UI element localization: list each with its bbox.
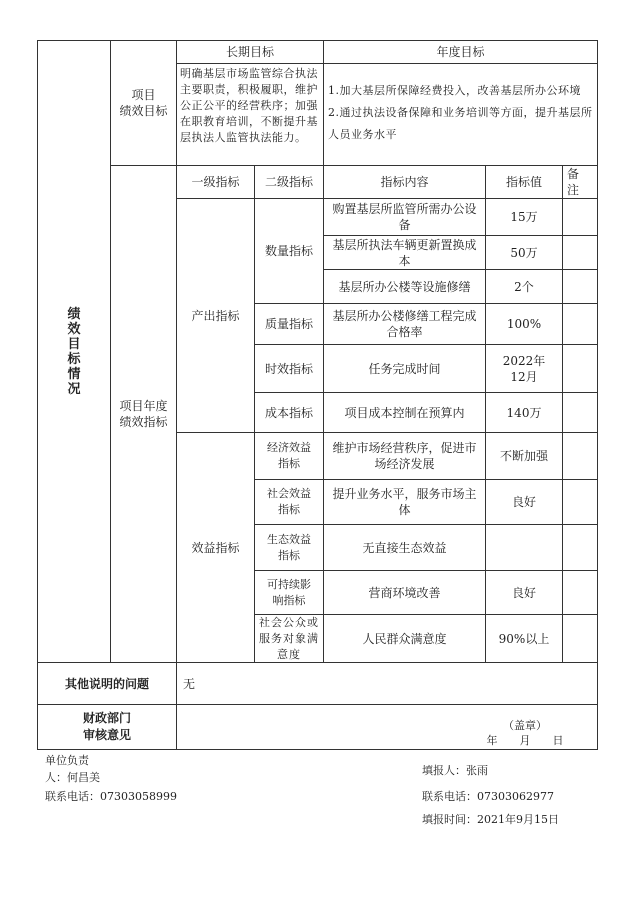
value-row-4: 100% [506, 317, 542, 331]
leader-phone: 联系电话：07303058999 [45, 790, 177, 803]
content-row-11: 人民群众满意度 [362, 631, 447, 646]
content-row-8: 提升业务水平，服务市场主体 [332, 487, 477, 517]
project-goal-label: 项目 绩效目标 [119, 88, 168, 118]
value-row-8: 良好 [511, 495, 536, 509]
level2-social: 社会效益指标 [267, 487, 311, 516]
header-level2: 二级指标 [264, 175, 313, 189]
content-row-6: 项目成本控制在预算内 [344, 405, 465, 420]
finance-seal: （盖章） [503, 719, 547, 732]
benefit-indicator-label: 效益指标 [191, 540, 240, 555]
content-row-3: 基层所办公楼等设施修缮 [338, 279, 471, 294]
value-row-9 [486, 525, 562, 570]
value-row-2: 50万 [510, 245, 538, 260]
value-row-10: 良好 [511, 585, 536, 600]
content-row-4: 基层所办公楼修缮工程完成合格率 [332, 309, 477, 339]
level2-quantity: 数量指标 [264, 244, 313, 258]
output-indicator-label: 产出指标 [191, 308, 240, 323]
value-row-6: 140万 [506, 405, 542, 420]
indicators-label: 项目年度 绩效指标 [119, 399, 168, 429]
content-row-2: 基层所执法车辆更新置换成本 [332, 237, 477, 268]
annual-text: 1.加大基层所保障经费投入，改善基层所办公环境 2.通过执法设备保障和业务培训等方面，提升基层所人员业务水平 [328, 84, 593, 141]
value-row-5: 2022年12月 [502, 353, 546, 384]
other-label: 其他说明的问题 [64, 677, 149, 691]
level2-ecological: 生态效益指标 [267, 532, 311, 562]
level2-satisfaction: 社会公众或服务对象满意度 [259, 615, 319, 661]
content-row-9: 无直接生态效益 [362, 540, 447, 555]
header-level1: 一级指标 [191, 175, 240, 189]
header-remark: 备注 [566, 167, 579, 197]
value-row-3: 2个 [514, 279, 534, 294]
level2-cost: 成本指标 [264, 405, 313, 420]
other-value: 无 [183, 676, 196, 691]
annual-header: 年度目标 [436, 45, 485, 59]
long-term-text: 明确基层市场监管综合执法主要职责，积极履职，维护公正公平的经营秩序；加强在职教育培训，不断提升基层执法人监管执法能力。 [180, 67, 318, 144]
level2-quality: 质量指标 [264, 317, 313, 331]
level2-timeliness: 时效指标 [264, 361, 313, 376]
content-row-1: 购置基层所监管所需办公设备 [332, 202, 477, 232]
value-row-11: 90%以上 [498, 631, 550, 646]
content-row-5: 任务完成时间 [368, 361, 441, 376]
filler-phone: 联系电话：07303062977 [422, 790, 554, 803]
leader-label: 单位负责 人：何昌美 [45, 754, 100, 784]
header-content: 指标内容 [380, 175, 429, 189]
level2-economic: 经济效益指标 [267, 441, 311, 470]
value-row-7: 不断加强 [499, 449, 548, 463]
section-label: 绩效目标情况 [67, 306, 81, 397]
finance-date: 年 月 日 [486, 734, 564, 747]
header-value: 指标值 [505, 175, 542, 189]
long-term-header: 长期目标 [225, 45, 274, 59]
level2-sustainable: 可持续影响指标 [267, 577, 311, 607]
content-row-7: 维护市场经营秩序，促进市场经济发展 [332, 441, 477, 471]
content-row-10: 营商环境改善 [368, 585, 441, 600]
value-row-1: 15万 [510, 210, 538, 224]
filler: 填报人：张雨 [422, 764, 488, 777]
finance-label: 财政部门 审核意见 [82, 711, 131, 742]
fill-time: 填报时间：2021年9月15日 [422, 813, 559, 826]
